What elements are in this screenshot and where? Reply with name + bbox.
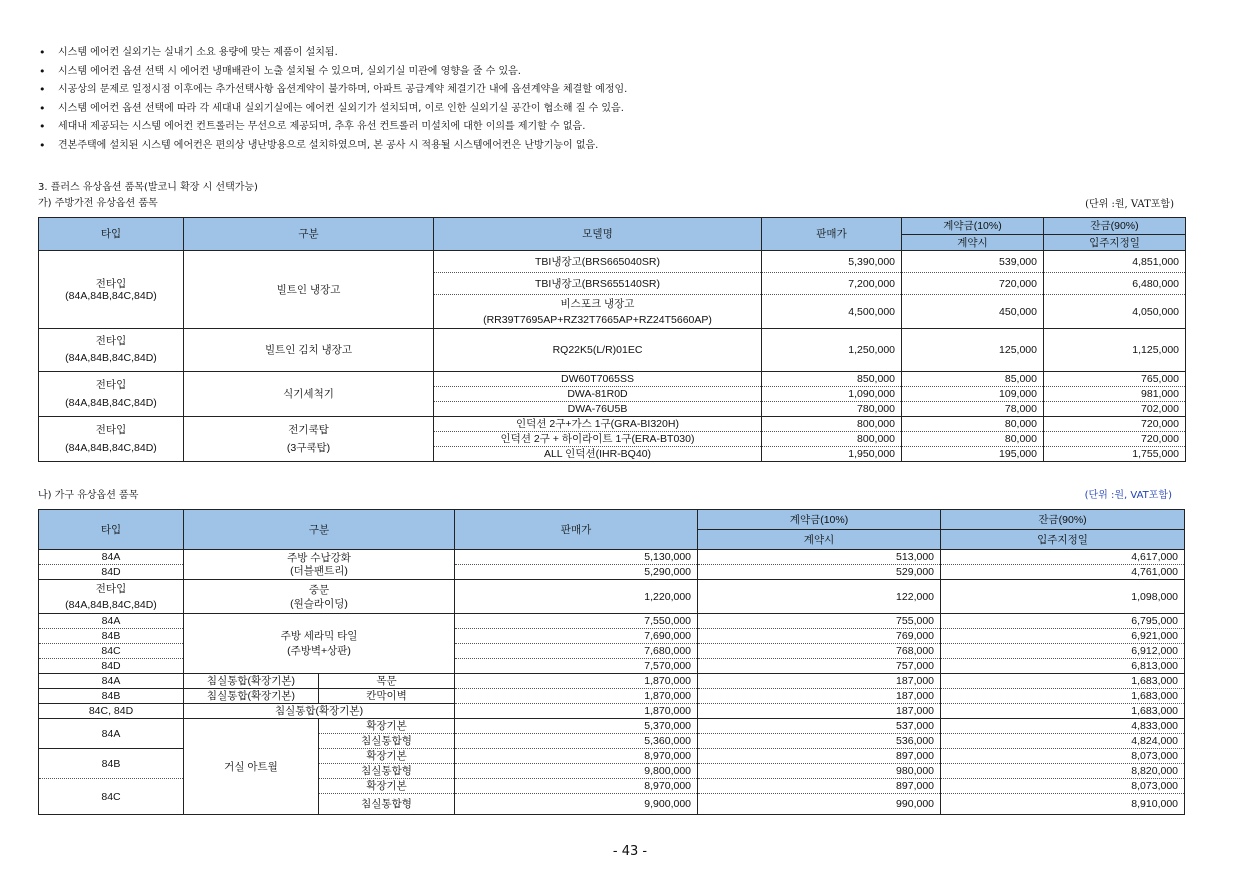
balance-cell: 6,480,000 xyxy=(1044,273,1186,295)
price-cell: 8,970,000 xyxy=(455,749,698,764)
col-header-deposit-sub: 계약시 xyxy=(698,530,941,550)
deposit-cell: 187,000 xyxy=(698,704,941,719)
price-cell: 8,970,000 xyxy=(455,779,698,794)
table-row xyxy=(39,719,1185,734)
col-header-balance-sub: 입주지정일 xyxy=(941,530,1185,550)
col-header-price: 판매가 xyxy=(762,218,902,251)
deposit-cell: 122,000 xyxy=(698,580,941,614)
type-cell: 전타입 (84A,84B,84C,84D) xyxy=(39,580,184,614)
notice-list xyxy=(38,44,1218,155)
subcategory-cell: 침실통합형 xyxy=(319,794,455,815)
category-cell: 중문 (원슬라이딩) xyxy=(184,580,455,614)
deposit-cell: 125,000 xyxy=(902,329,1044,372)
price-cell: 7,550,000 xyxy=(455,614,698,629)
balance-cell: 4,824,000 xyxy=(941,734,1185,749)
type-cell: 84A xyxy=(39,719,184,749)
col-header-category: 구분 xyxy=(184,218,434,251)
price-cell: 780,000 xyxy=(762,402,902,417)
price-cell: 850,000 xyxy=(762,372,902,387)
balance-cell: 1,125,000 xyxy=(1044,329,1186,372)
balance-cell: 8,073,000 xyxy=(941,749,1185,764)
col-header-deposit-sub: 계약시 xyxy=(902,235,1044,251)
type-cell: 전타입 (84A,84B,84C,84D) xyxy=(39,329,184,372)
category-cell: 거실 아트월 xyxy=(184,719,319,815)
col-header-deposit: 계약금(10%) xyxy=(902,218,1044,235)
type-cell: 84B xyxy=(39,689,184,704)
deposit-cell: 990,000 xyxy=(698,794,941,815)
deposit-cell: 80,000 xyxy=(902,432,1044,447)
balance-cell: 6,912,000 xyxy=(941,644,1185,659)
section-title: 3. 플러스 유상옵션 품목(발코니 확장 시 선택가능) xyxy=(38,182,258,193)
deposit-cell: 529,000 xyxy=(698,565,941,580)
deposit-cell: 769,000 xyxy=(698,629,941,644)
model-cell: 인덕션 2구+가스 1구(GRA-BI320H) xyxy=(434,417,762,432)
price-cell: 1,870,000 xyxy=(455,689,698,704)
page-number: - 43 - xyxy=(612,844,648,859)
model-cell: DW60T7065SS xyxy=(434,372,762,387)
type-cell: 84A xyxy=(39,674,184,689)
table-row xyxy=(39,704,1185,719)
type-cell: 전타입 (84A,84B,84C,84D) xyxy=(39,372,184,417)
deposit-cell: 980,000 xyxy=(698,764,941,779)
type-cell: 84D xyxy=(39,659,184,674)
balance-cell: 1,683,000 xyxy=(941,704,1185,719)
price-cell: 9,800,000 xyxy=(455,764,698,779)
price-cell: 1,250,000 xyxy=(762,329,902,372)
balance-cell: 720,000 xyxy=(1044,417,1186,432)
table-row xyxy=(39,417,1186,432)
table-row xyxy=(39,372,1186,387)
category-cell: 주방 세라믹 타일 (주방벽+상판) xyxy=(184,614,455,674)
col-header-price: 판매가 xyxy=(455,510,698,550)
type-cell: 전타입 (84A,84B,84C,84D) xyxy=(39,417,184,462)
deposit-cell: 537,000 xyxy=(698,719,941,734)
deposit-cell: 187,000 xyxy=(698,674,941,689)
subcategory-cell: 침실통합형 xyxy=(319,734,455,749)
balance-cell: 4,617,000 xyxy=(941,550,1185,565)
price-cell: 9,900,000 xyxy=(455,794,698,815)
subcategory-cell: 확장기본 xyxy=(319,779,455,794)
balance-cell: 765,000 xyxy=(1044,372,1186,387)
deposit-cell: 450,000 xyxy=(902,295,1044,329)
notice-item: • 시공상의 문제로 일정시점 이후에는 추가선택사항 옵션계약이 불가하며, 아파트 공급계약 체결기간 내에 옵션계약을 체결할 예정임. xyxy=(38,81,1218,100)
price-cell: 800,000 xyxy=(762,417,902,432)
price-cell: 1,870,000 xyxy=(455,704,698,719)
category-cell: 침실통합(확장기본) xyxy=(184,674,319,689)
price-cell: 1,090,000 xyxy=(762,387,902,402)
col-header-model: 모델명 xyxy=(434,218,762,251)
category-cell: 빌트인 김치 냉장고 xyxy=(184,329,434,372)
type-cell: 84B xyxy=(39,629,184,644)
deposit-cell: 187,000 xyxy=(698,689,941,704)
type-cell: 84A xyxy=(39,614,184,629)
deposit-cell: 85,000 xyxy=(902,372,1044,387)
price-cell: 5,290,000 xyxy=(455,565,698,580)
balance-cell: 8,820,000 xyxy=(941,764,1185,779)
notice-item: • 세대내 제공되는 시스템 에어컨 컨트롤러는 무선으로 제공되며, 추후 유선 컨트롤러 미설치에 대한 이의를 제기할 수 없음. xyxy=(38,118,1218,137)
balance-cell: 6,813,000 xyxy=(941,659,1185,674)
category-cell: 전기쿡탑 (3구쿡탑) xyxy=(184,417,434,462)
type-cell: 84B xyxy=(39,749,184,779)
balance-cell: 4,761,000 xyxy=(941,565,1185,580)
deposit-cell: 80,000 xyxy=(902,417,1044,432)
balance-cell: 702,000 xyxy=(1044,402,1186,417)
price-cell: 5,390,000 xyxy=(762,251,902,273)
model-cell: DWA-81R0D xyxy=(434,387,762,402)
model-cell: 인덕션 2구 + 하이라이트 1구(ERA-BT030) xyxy=(434,432,762,447)
col-header-balance: 잔금(90%) xyxy=(1044,218,1186,235)
deposit-cell: 536,000 xyxy=(698,734,941,749)
subcategory-cell: 칸막이벽 xyxy=(319,689,455,704)
deposit-cell: 897,000 xyxy=(698,749,941,764)
furniture-option-table xyxy=(38,509,1185,815)
deposit-cell: 539,000 xyxy=(902,251,1044,273)
price-cell: 5,360,000 xyxy=(455,734,698,749)
deposit-cell: 109,000 xyxy=(902,387,1044,402)
notice-item: • 시스템 에어컨 옵션 선택 시 에어컨 냉매배관이 노출 설치될 수 있으며, 실외기실 미관에 영향을 줄 수 있음. xyxy=(38,63,1218,82)
deposit-cell: 720,000 xyxy=(902,273,1044,295)
price-cell: 7,690,000 xyxy=(455,629,698,644)
balance-cell: 6,795,000 xyxy=(941,614,1185,629)
deposit-cell: 195,000 xyxy=(902,447,1044,462)
price-cell: 4,500,000 xyxy=(762,295,902,329)
table-row xyxy=(39,689,1185,704)
notice-item: • 시스템 에어컨 실외기는 실내기 소요 용량에 맞는 제품이 설치됨. xyxy=(38,44,1218,63)
price-cell: 7,200,000 xyxy=(762,273,902,295)
model-cell: DWA-76U5B xyxy=(434,402,762,417)
balance-cell: 8,073,000 xyxy=(941,779,1185,794)
model-cell: TBI냉장고(BRS665040SR) xyxy=(434,251,762,273)
price-cell: 1,870,000 xyxy=(455,674,698,689)
col-header-deposit: 계약금(10%) xyxy=(698,510,941,530)
subcategory-cell: 확장기본 xyxy=(319,749,455,764)
balance-cell: 720,000 xyxy=(1044,432,1186,447)
balance-cell: 4,851,000 xyxy=(1044,251,1186,273)
price-cell: 1,950,000 xyxy=(762,447,902,462)
category-cell: 주방 수납강화 (더블팬트리) xyxy=(184,550,455,580)
subcategory-cell: 확장기본 xyxy=(319,719,455,734)
type-cell: 84C, 84D xyxy=(39,704,184,719)
table-row xyxy=(39,580,1185,614)
model-cell: TBI냉장고(BRS655140SR) xyxy=(434,273,762,295)
table-row xyxy=(39,329,1186,372)
notice-item: • 견본주택에 설치된 시스템 에어컨은 편의상 냉난방용으로 설치하였으며, 본 공사 시 적용될 시스템에어컨은 난방기능이 없음. xyxy=(38,137,1218,156)
model-cell: 비스포크 냉장고 (RR39T7695AP+RZ32T7665AP+RZ24T5660AP) xyxy=(434,295,762,329)
model-cell: ALL 인덕션(IHR-BQ40) xyxy=(434,447,762,462)
balance-cell: 1,755,000 xyxy=(1044,447,1186,462)
type-cell: 84C xyxy=(39,644,184,659)
price-cell: 800,000 xyxy=(762,432,902,447)
balance-cell: 6,921,000 xyxy=(941,629,1185,644)
table-row xyxy=(39,614,1185,629)
model-cell: RQ22K5(L/R)01EC xyxy=(434,329,762,372)
col-header-type: 타입 xyxy=(39,510,184,550)
category-cell: 빌트인 냉장고 xyxy=(184,251,434,329)
deposit-cell: 768,000 xyxy=(698,644,941,659)
balance-cell: 981,000 xyxy=(1044,387,1186,402)
furniture-unit-note: (단위 :원, VAT포함) xyxy=(1084,490,1172,501)
kitchen-option-table xyxy=(38,217,1186,462)
table-row xyxy=(39,251,1186,273)
col-header-category: 구분 xyxy=(184,510,455,550)
type-cell: 전타입 (84A,84B,84C,84D) xyxy=(39,251,184,329)
price-cell: 7,570,000 xyxy=(455,659,698,674)
balance-cell: 4,050,000 xyxy=(1044,295,1186,329)
notice-item: • 시스템 에어컨 옵션 선택에 따라 각 세대내 실외기실에는 에어컨 실외기가 설치되며, 이로 인한 실외기실 공간이 협소해 질 수 있음. xyxy=(38,100,1218,119)
type-cell: 84A xyxy=(39,550,184,565)
deposit-cell: 513,000 xyxy=(698,550,941,565)
table-row xyxy=(39,674,1185,689)
col-header-type: 타입 xyxy=(39,218,184,251)
kitchen-table-title: 가) 주방가전 유상옵션 품목 xyxy=(38,198,158,209)
category-cell: 침실통합(확장기본) xyxy=(184,704,455,719)
col-header-balance-sub: 입주지정일 xyxy=(1044,235,1186,251)
balance-cell: 4,833,000 xyxy=(941,719,1185,734)
deposit-cell: 78,000 xyxy=(902,402,1044,417)
balance-cell: 1,683,000 xyxy=(941,689,1185,704)
price-cell: 5,130,000 xyxy=(455,550,698,565)
kitchen-unit-note: (단위 :원, VAT포함) xyxy=(1085,199,1174,210)
price-cell: 5,370,000 xyxy=(455,719,698,734)
category-cell: 침실통합(확장기본) xyxy=(184,689,319,704)
price-cell: 7,680,000 xyxy=(455,644,698,659)
category-cell: 식기세척기 xyxy=(184,372,434,417)
deposit-cell: 755,000 xyxy=(698,614,941,629)
table-row xyxy=(39,550,1185,565)
balance-cell: 1,683,000 xyxy=(941,674,1185,689)
subcategory-cell: 침실통합형 xyxy=(319,764,455,779)
balance-cell: 8,910,000 xyxy=(941,794,1185,815)
type-cell: 84D xyxy=(39,565,184,580)
furniture-table-title: 나) 가구 유상옵션 품목 xyxy=(38,490,139,501)
price-cell: 1,220,000 xyxy=(455,580,698,614)
deposit-cell: 757,000 xyxy=(698,659,941,674)
deposit-cell: 897,000 xyxy=(698,779,941,794)
balance-cell: 1,098,000 xyxy=(941,580,1185,614)
subcategory-cell: 목문 xyxy=(319,674,455,689)
col-header-balance: 잔금(90%) xyxy=(941,510,1185,530)
type-cell: 84C xyxy=(39,779,184,815)
